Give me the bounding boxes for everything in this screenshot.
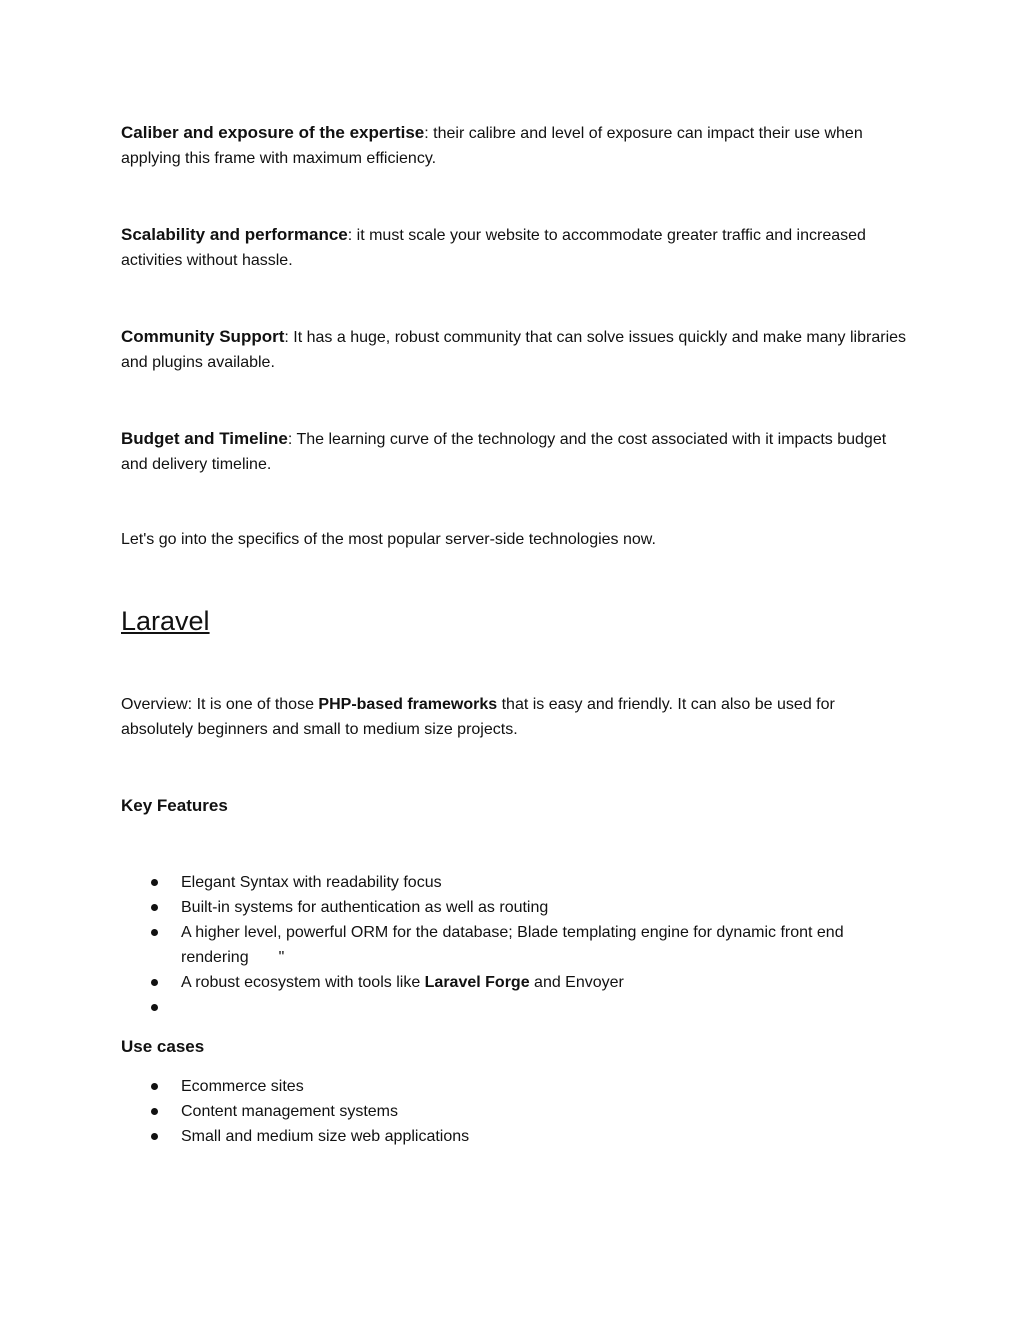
intro-text: Let's go into the specifics of the most popular server-side technologies now. bbox=[121, 531, 656, 548]
overview-text: Overview: It is one of those bbox=[121, 696, 319, 713]
list-item bbox=[121, 1124, 906, 1149]
criterion-text: : it must scale your website to accommodate greater traffic and increased activities without hassle. bbox=[121, 227, 866, 269]
feature-emphasis: Laravel Forge bbox=[424, 974, 530, 991]
feature-text-cont: and Envoyer bbox=[529, 974, 624, 991]
bullet-icon bbox=[151, 1108, 158, 1115]
list-item-empty bbox=[121, 995, 906, 1020]
criterion-term: Scalability and performance bbox=[121, 225, 348, 244]
feature-text: A higher level, powerful ORM for the database; Blade templating engine for dynamic front end rendering bbox=[181, 924, 844, 966]
criterion-term: Community Support bbox=[121, 327, 285, 346]
criterion-budget bbox=[121, 426, 906, 477]
bullet-icon bbox=[151, 979, 158, 986]
criterion-community bbox=[121, 324, 906, 375]
stray-mark: " bbox=[278, 949, 285, 966]
criterion-term: Caliber and exposure of the expertise bbox=[121, 123, 425, 142]
feature-text: A robust ecosystem with tools like bbox=[181, 974, 425, 991]
feature-text: Built-in systems for authentication as well as routing bbox=[181, 899, 549, 916]
list-item bbox=[121, 1099, 906, 1124]
bullet-icon bbox=[151, 1083, 158, 1090]
use-case-text: Small and medium size web applications bbox=[181, 1128, 470, 1145]
criterion-scalability bbox=[121, 222, 906, 273]
list-item bbox=[121, 1074, 906, 1099]
laravel-overview bbox=[121, 692, 906, 742]
laravel-heading: Laravel bbox=[121, 606, 210, 636]
feature-text: Elegant Syntax with readability focus bbox=[181, 874, 442, 891]
bullet-icon bbox=[151, 879, 158, 886]
key-features-title: Key Features bbox=[121, 796, 228, 815]
criterion-caliber bbox=[121, 120, 906, 171]
criterion-text: : It has a huge, robust community that can solve issues quickly and make many libraries and plugins available. bbox=[121, 329, 907, 371]
key-features-list bbox=[121, 870, 906, 1020]
overview-text-cont: that is easy and friendly. It can also be used for absolutely beginners and small to medium size projects. bbox=[121, 696, 835, 738]
use-cases-list bbox=[121, 1074, 906, 1149]
criterion-text: : their calibre and level of exposure can impact their use when applying this frame with maximum efficiency. bbox=[121, 125, 863, 167]
use-case-text: Content management systems bbox=[181, 1103, 398, 1120]
criterion-text: : The learning curve of the technology and the cost associated with it impacts budget and delivery timeline. bbox=[121, 431, 887, 473]
bullet-icon bbox=[151, 1004, 158, 1011]
list-item bbox=[121, 920, 906, 970]
list-item bbox=[121, 970, 906, 995]
bullet-icon bbox=[151, 929, 158, 936]
bullet-icon bbox=[151, 1133, 158, 1140]
criterion-term: Budget and Timeline bbox=[121, 429, 288, 448]
list-item bbox=[121, 870, 906, 895]
overview-emphasis: PHP-based frameworks bbox=[318, 696, 498, 713]
list-item bbox=[121, 895, 906, 920]
use-case-text: Ecommerce sites bbox=[181, 1078, 304, 1095]
use-cases-title: Use cases bbox=[121, 1037, 205, 1056]
bullet-icon bbox=[151, 904, 158, 911]
